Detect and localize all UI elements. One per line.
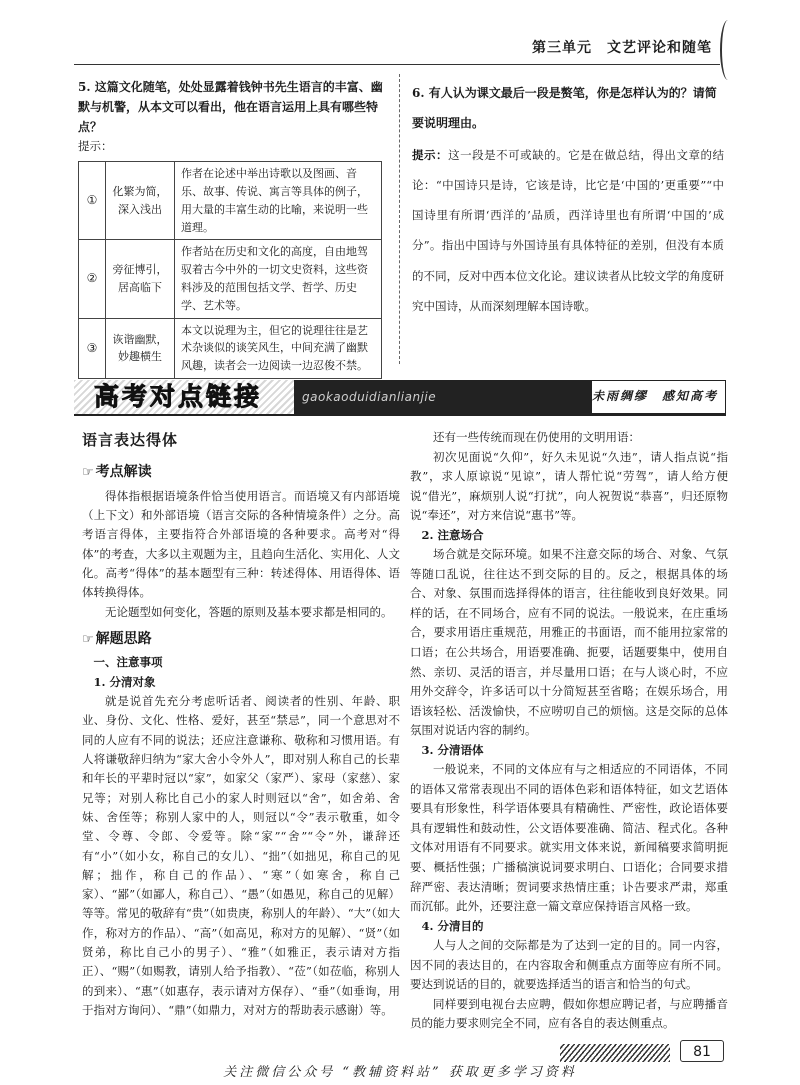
page-number: 81 bbox=[680, 1040, 724, 1062]
kaodian-heading: ☞ 考点解读 bbox=[82, 464, 152, 481]
banner-slogan: 未雨绸缪 感知高考 bbox=[584, 380, 726, 414]
question-6-heading: 6. 有人认为课文最后一段是赘笔，你是怎样认为的？请简要说明理由。 bbox=[412, 86, 717, 130]
section-banner bbox=[74, 380, 726, 414]
row-number: ① bbox=[79, 162, 106, 240]
question-5 bbox=[78, 78, 394, 379]
pointing-hand-icon: ☞ bbox=[82, 631, 94, 647]
table-row bbox=[79, 318, 382, 378]
courtesy-intro: 还有一些传统而现在仍使用的文明用语： bbox=[433, 430, 640, 444]
table-row bbox=[79, 162, 382, 240]
silu-heading: ☞ 解题思路 bbox=[82, 630, 152, 647]
row-number: ③ bbox=[79, 318, 106, 378]
feature-name: 旁征博引，居高临下 bbox=[106, 240, 175, 318]
feature-name: 诙谐幽默，妙趣横生 bbox=[106, 318, 175, 378]
right-column bbox=[410, 428, 728, 1034]
pointing-hand-icon: ☞ bbox=[82, 465, 94, 481]
question-6 bbox=[412, 78, 724, 321]
point-paragraph-1: 就是说首先充分考虑听话者、阅读者的性别、年龄、职业、身份、文化、性格、爱好，甚至“禁忌”，同一个意思对不同的人应有不同的说法；还应注意谦称、敬称和习惯用语。有人将谦敬辞归纳为“家大舍小令外人”，即对别人称自己的长辈和年长的平辈时冠以“家”，如家父（家严）、家母（家慈）、家兄等；对别人称比自己小的家人时则冠以“舍”，如舍弟、舍妹、舍侄等；称别人家中的人，则冠以“令”表示敬重，如令堂、令尊、令郎、令爱等。除“家”“舍”“令”外，谦辞还有“小”（如小女，称自己的女儿）、“拙”（如拙见，称自己的见解；拙作，称自己的作品）、“寒”（如寒舍，称自己家）、“鄙”（如鄙人，称自己）、“愚”（如愚见，称自己的见解）等等。常见的敬辞有“贵”（如贵庚，称别人的年龄）、“大”（如大作，称对方的作品）、“高”（如高见，称对方的见解）、“贤”（如贤弟，称比自己小的男子）、“雅”（如雅正，表示请对方指正）、“赐”（如赐教，请别人给予指教）、“莅”（如莅临，称别人的到来）、“惠”（如惠存，表示请对方保存）、“垂”（如垂询，用于指对方询问）、“鼎”（如鼎力，对对方的帮助表示感谢）等。 bbox=[82, 694, 400, 1018]
point-heading-2: 2. 注意场合 bbox=[421, 527, 484, 542]
section-title: 语言表达得体 bbox=[82, 431, 179, 449]
point-heading-4: 4. 分清目的 bbox=[421, 918, 484, 933]
banner-title: 高考对点链接 bbox=[74, 380, 294, 414]
question-6-answer bbox=[412, 140, 724, 321]
feature-name: 化繁为简，深入浅出 bbox=[106, 162, 175, 240]
kaodian-paragraph: 得体指根据语境条件恰当使用语言。而语境又有内部语境（上下文）和外部语境（语言交际的各种情境条件）之分。高考语言得体，主要指符合外部语境的各种要求。高考对“得体”的考查，大多以主观题为主，且趋向生活化、实用化、人文化。高考“得体”的基本题型有三种：转述得体、用语得体、语体转换得体。 bbox=[82, 488, 400, 600]
footer-hatch-ornament bbox=[560, 1044, 670, 1062]
running-header: 第三单元 文艺评论和随笔 bbox=[532, 40, 712, 56]
header-bracket-ornament bbox=[720, 20, 736, 80]
feature-description: 作者在论述中举出诗歌以及图画、音乐、故事、传说、寓言等具体的例子，用大量的丰富生动的比喻，来说明一些道理。 bbox=[175, 162, 382, 240]
table-row bbox=[79, 240, 382, 318]
point-paragraph-2: 场合就是交际环境。如果不注意交际的场合、对象、气氛等随口乱说，往往达不到交际的目的。反之，根据具体的场合、对象、氛围而选择得体的语言，往往能收到良好效果。同样的话，在不同场合，应有不同的说法。一般说来，在庄重场合，要求用语庄重规范，用雅正的书面语，而不能用拉家常的口语；在公共场合，用语要准确、扼要，话题要集中，使用自然、亲切、灵活的语言，并尽量用口语；在与人谈心时，不应用外交辞令，许多话可以十分简短甚至省略；在娱乐场合，用语该轻松、活泼愉快，不应唠叨自己的烦恼。这是交际的总体氛围对说话内容的制约。 bbox=[410, 547, 728, 738]
point-paragraph-4: 人与人之间的交际都是为了达到一定的目的。同一内容，因不同的表达目的，在内容取舍和侧重点方面等应有所不同。要达到说话的目的，就要选择适当的语言和恰当的句式。 bbox=[410, 938, 728, 992]
question-5-tips-label: 提示： bbox=[78, 139, 113, 154]
footer-note: 关注微信公众号 “教辅资料站” 获取更多学习资料 bbox=[223, 1065, 577, 1080]
banner-pinyin: gaokaoduidianlianjie bbox=[294, 380, 592, 414]
question-5-heading: 5. 这篇文化随笔，处处显露着钱钟书先生语言的丰富、幽默与机警，从本文可以看出，他在语言运用上具有哪些特点？ bbox=[78, 80, 383, 134]
kaodian-paragraph-2: 无论题型如何变化，答题的原则及基本要求都是相同的。 bbox=[105, 604, 393, 619]
column-divider bbox=[399, 74, 400, 364]
banner-rule bbox=[74, 414, 726, 416]
point-paragraph-3: 一般说来，不同的文体应有与之相适应的不同语体，不同的语体又常常表现出不同的语体色彩和语体特征，如文艺语体要具有形象性，科学语体要具有精确性、严密性，政论语体要具有逻辑性和鼓动性，公文语体要准确、简洁、程式化。各种文体对用语有不同要求。就实用文体来说，新闻稿要求简明扼要、概括性强；广播稿演说词要求明白、口语化；合同要求措辞严密、表达清晰；贺词要求热情庄重；讣告要求严肃，郑重而沉郁。此外，还要注意一篇文章应保持语言风格一致。 bbox=[410, 762, 728, 914]
left-column bbox=[82, 428, 400, 1020]
point-heading-1: 1. 分清对象 bbox=[93, 674, 156, 689]
header-rule bbox=[74, 64, 720, 65]
subsection-heading: 一、注意事项 bbox=[93, 655, 163, 670]
feature-description: 作者站在历史和文化的高度，自由地驾驭着古今中外的一切文史资料，这些资料涉及的范围包括文学、哲学、历史学、艺术等。 bbox=[175, 240, 382, 318]
point-heading-3: 3. 分清语体 bbox=[421, 742, 484, 757]
point-paragraph-4b: 同样要到电视台去应聘，假如你想应聘记者，与应聘播音员的能力要求则完全不同，应有各自的表达侧重点。 bbox=[410, 996, 728, 1031]
courtesy-paragraph: 初次见面说“久仰”，好久未见说“久违”，请人指点说“指教”，求人原谅说“见谅”，请人帮忙说“劳驾”，请人给方便说“借光”，麻烦别人说“打扰”，向人祝贺说“恭喜”，归还原物说“奉还”，对方来信说“惠书”等。 bbox=[410, 449, 728, 523]
row-number: ② bbox=[79, 240, 106, 318]
tips-table bbox=[78, 161, 382, 379]
feature-description: 本文以说理为主，但它的说理往往是艺术杂谈似的谈笑风生，中间充满了幽默风趣，读者会一边阅读一边忍俊不禁。 bbox=[175, 318, 382, 378]
question-6-answer-text: 这一段是不可或缺的。它是在做总结，得出文章的结论：“中国诗只是诗，它该是诗，比它是‘中国的’更重要”“中国诗里有所谓‘西洋的’品质，西洋诗里也有所谓‘中国的’成分”。指出中国诗与外国诗虽有具体特征的差别，但没有本质的不同，反对中西本位文化论。建议读者从比较文学的角度研究中国诗，从而深刻理解本国诗歌。 bbox=[412, 148, 724, 313]
question-6-tips-label: 提示： bbox=[412, 148, 449, 162]
